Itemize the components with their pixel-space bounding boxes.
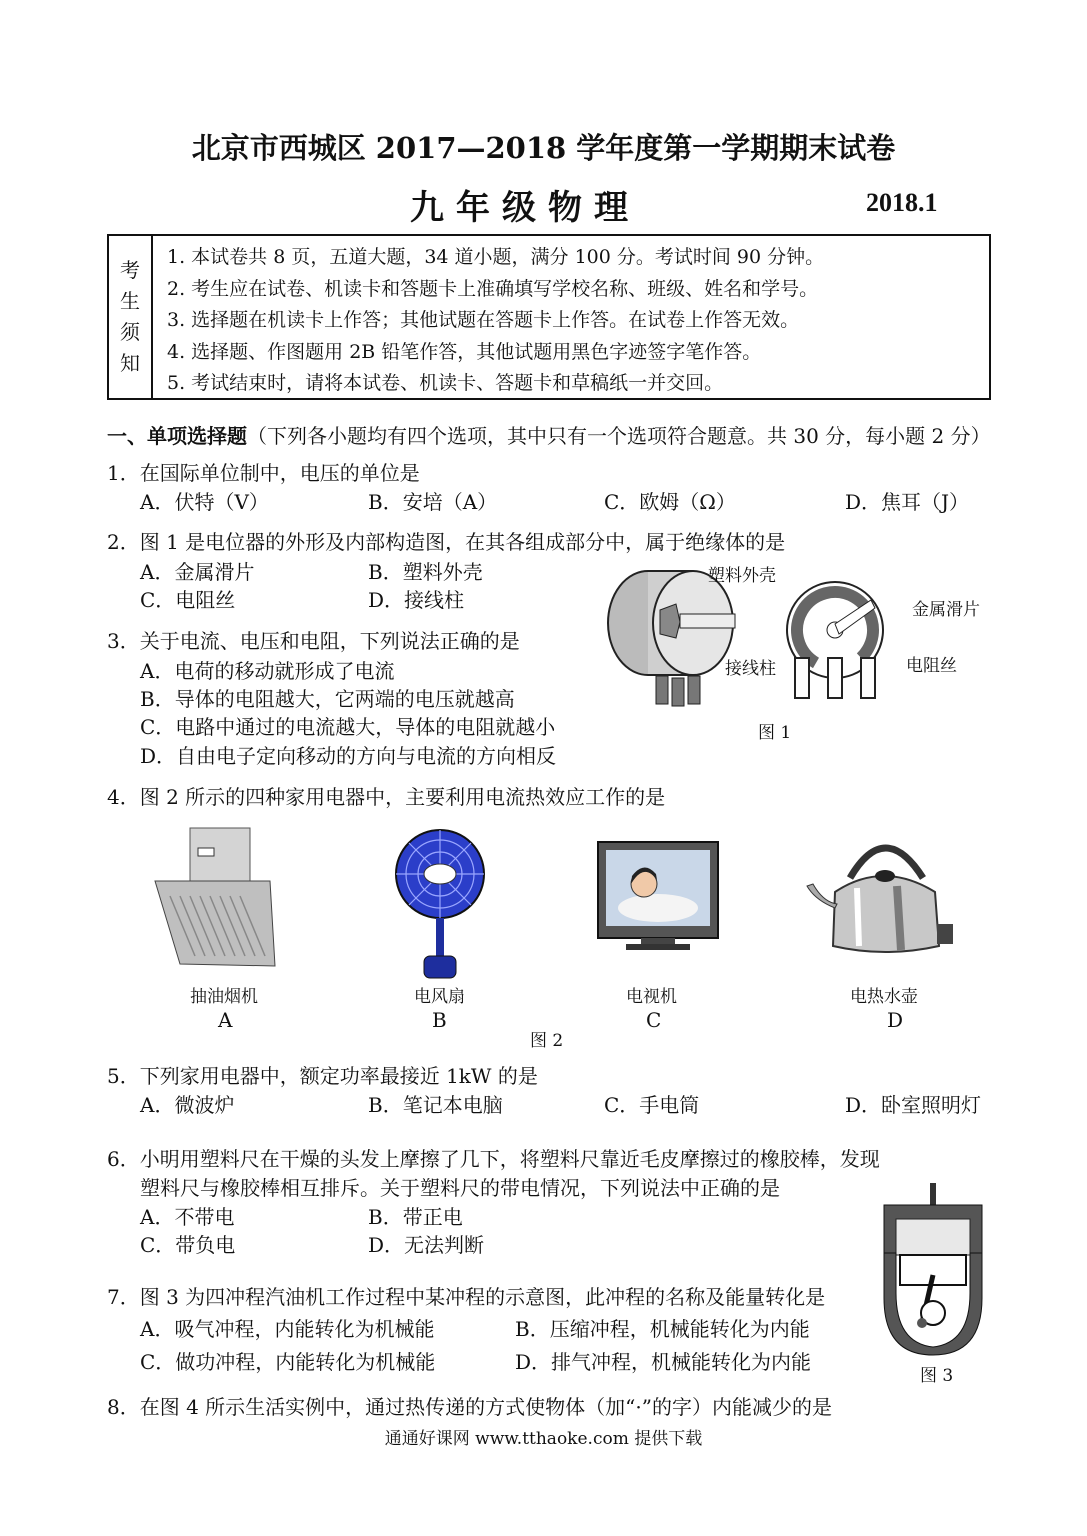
question-3-stem: 3．关于电流、电压和电阻，下列说法正确的是 (107, 629, 520, 653)
appliance-d-name: 电热水壶 (850, 987, 918, 1007)
exam-date: 2018.1 (866, 188, 938, 217)
appliance-a-name: 抽油烟机 (190, 987, 258, 1007)
fig1-label-terminal: 接线柱 (725, 659, 776, 679)
q6-option-d: D．无法判断 (368, 1233, 485, 1257)
notice-label-char: 考 (120, 258, 140, 282)
exam-subtitle: 九年级物理 (410, 188, 640, 228)
q3-option-a: A．电荷的移动就形成了电流 (140, 659, 395, 683)
figure-1-caption: 图 1 (758, 723, 792, 743)
question-2-stem: 2．图 1 是电位器的外形及内部构造图，在其各组成部分中，属于绝缘体的是 (107, 530, 786, 554)
q7-option-b: B．压缩冲程，机械能转化为内能 (515, 1317, 810, 1341)
q7-option-c: C．做功冲程，内能转化为机械能 (140, 1350, 436, 1374)
tv-icon (596, 840, 720, 952)
notice-item: 5. 考试结束时，请将本试卷、机读卡、答题卡和草稿纸一并交回。 (167, 372, 724, 394)
question-7-stem: 7．图 3 为四冲程汽油机工作过程中某冲程的示意图，此冲程的名称及能量转化是 (107, 1285, 826, 1309)
appliance-a-letter: A (218, 1008, 233, 1032)
question-6-stem-line1: 6．小明用塑料尺在干燥的头发上摩擦了几下，将塑料尺靠近毛皮摩擦过的橡胶棒，发现 (107, 1147, 880, 1171)
q1-option-d: D．焦耳（J） (845, 490, 970, 514)
kettle-icon (805, 828, 965, 958)
q1-option-b: B．安培（A） (368, 490, 498, 514)
question-1-stem: 1．在国际单位制中，电压的单位是 (107, 461, 420, 485)
q3-option-c: C．电路中通过的电流越大，导体的电阻就越小 (140, 715, 556, 739)
q6-option-a: A．不带电 (140, 1205, 235, 1229)
q7-option-d: D．排气冲程，机械能转化为内能 (515, 1350, 812, 1374)
q1-option-c: C．欧姆（Ω） (604, 490, 736, 514)
engine-cylinder-figure (880, 1183, 986, 1358)
section-heading (107, 420, 991, 449)
question-8-stem: 8．在图 4 所示生活实例中，通过热传递的方式使物体（加“·”的字）内能减少的是 (107, 1395, 832, 1419)
q2-option-d: D．接线柱 (368, 588, 465, 612)
exam-title: 北京市西城区 2017—2018 学年度第一学期期末试卷 (191, 131, 896, 165)
fig1-label-slider: 金属滑片 (912, 600, 980, 620)
fig1-label-shell: 塑料外壳 (708, 566, 776, 586)
notice-label (109, 236, 153, 398)
notice-label-char: 生 (120, 289, 140, 313)
appliance-c-name: 电视机 (626, 987, 677, 1007)
appliance-b-letter: B (432, 1008, 447, 1032)
section-title: 一、单项选择题 (107, 424, 247, 448)
question-5-stem: 5．下列家用电器中，额定功率最接近 1kW 的是 (107, 1064, 538, 1088)
candidate-notice-box (107, 234, 991, 400)
section-desc: （下列各小题均有四个选项，其中只有一个选项符合题意。共 30 分，每小题 2 分） (247, 424, 991, 448)
q2-option-c: C．电阻丝 (140, 588, 236, 612)
appliance-c-letter: C (646, 1008, 662, 1032)
q2-option-a: A．金属滑片 (140, 560, 255, 584)
q3-option-b: B．导体的电阻越大，它两端的电压就越高 (140, 687, 515, 711)
q2-option-b: B．塑料外壳 (368, 560, 483, 584)
notice-item: 3. 选择题在机读卡上作答；其他试题在答题卡上作答。在试卷上作答无效。 (167, 309, 800, 331)
fig1-label-wire: 电阻丝 (906, 656, 957, 676)
figure-2-caption: 图 2 (530, 1031, 564, 1051)
q3-option-d: D．自由电子定向移动的方向与电流的方向相反 (140, 744, 557, 768)
page-footer: 通通好课网 www.tthaoke.com 提供下载 (384, 1429, 703, 1449)
question-6-stem-line2: 塑料尺与橡胶棒相互排斥。关于塑料尺的带电情况，下列说法中正确的是 (140, 1176, 780, 1200)
q1-option-a: A．伏特（V） (140, 490, 269, 514)
notice-label-char: 须 (120, 320, 140, 344)
q5-option-c: C．手电筒 (604, 1093, 700, 1117)
notice-item: 1. 本试卷共 8 页，五道大题，34 道小题，满分 100 分。考试时间 90 分钟。 (167, 246, 825, 268)
potentiometer-exterior-figure (600, 568, 760, 718)
notice-label-char: 知 (120, 351, 140, 375)
range-hood-icon (150, 826, 290, 971)
q6-option-b: B．带正电 (368, 1205, 463, 1229)
potentiometer-interior-figure (775, 578, 895, 708)
q5-option-d: D．卧室照明灯 (845, 1093, 982, 1117)
notice-item: 4. 选择题、作图题用 2B 铅笔作答，其他试题用黑色字迹签字笔作答。 (167, 340, 762, 363)
notice-item: 2. 考生应在试卷、机读卡和答题卡上准确填写学校名称、班级、姓名和学号。 (167, 277, 819, 300)
q7-option-a: A．吸气冲程，内能转化为机械能 (140, 1317, 435, 1341)
fan-icon (390, 828, 490, 983)
notice-items (167, 242, 824, 400)
question-4-stem: 4．图 2 所示的四种家用电器中，主要利用电流热效应工作的是 (107, 785, 666, 809)
q5-option-a: A．微波炉 (140, 1093, 235, 1117)
appliance-b-name: 电风扇 (414, 987, 465, 1007)
appliance-d-letter: D (887, 1008, 904, 1032)
figure-3-caption: 图 3 (920, 1366, 954, 1386)
q5-option-b: B．笔记本电脑 (368, 1093, 503, 1117)
q6-option-c: C．带负电 (140, 1233, 236, 1257)
